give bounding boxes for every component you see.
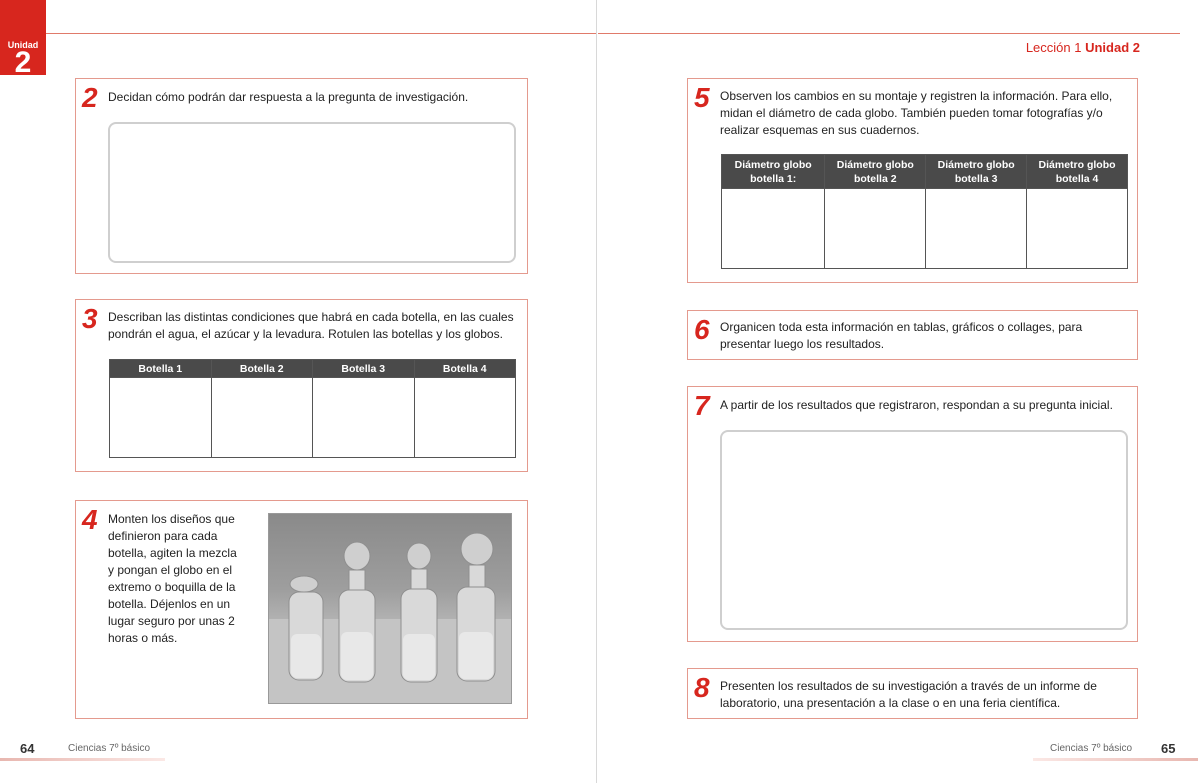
table-cell[interactable] — [313, 378, 415, 458]
table-cell[interactable] — [825, 189, 926, 269]
footer-rule — [0, 758, 165, 761]
right-page — [598, 0, 1198, 783]
activity-2-answer-area[interactable] — [108, 122, 516, 263]
activity-8-number: 8 — [694, 672, 710, 703]
activity-5-number: 5 — [694, 82, 710, 113]
activity-5-box — [687, 78, 1138, 283]
lesson-unit: Unidad 2 — [1085, 40, 1140, 55]
activity-2-number: 2 — [82, 82, 98, 113]
activity-4-number: 4 — [82, 504, 98, 535]
bottles-illustration — [269, 514, 512, 704]
footer-rule — [1033, 758, 1198, 761]
table-cell[interactable] — [926, 189, 1027, 269]
activity-8-box — [687, 668, 1138, 719]
page-number-right: 65 — [1161, 741, 1176, 756]
activity-6-number: 6 — [694, 314, 710, 345]
activity-6-text: Organicen toda esta información en tablas, gráficos o collages, para presentar luego los resultados. — [720, 320, 1083, 351]
activity-7-number: 7 — [694, 390, 710, 421]
activity-2-box — [75, 78, 528, 274]
left-page — [0, 0, 597, 783]
unit-tab — [0, 0, 46, 79]
table-header-cell: Diámetro globo botella 1: — [722, 155, 825, 189]
lesson-label: Lección 1 — [1025, 40, 1082, 55]
activity-5-text: Observen los cambios en su montaje y registren la información. Para ello, midan el diámetro de cada globo. También pueden tomar fotografías y/o realizar esquemas en sus cuadernos. — [720, 89, 1113, 137]
table-header-cell: Diámetro globo botella 4 — [1027, 155, 1128, 189]
table-header-cell: Diámetro globo botella 3 — [926, 155, 1027, 189]
unit-label: Unidad — [7, 40, 39, 50]
page-title-left: Ciencias 7º básico — [68, 743, 151, 754]
activity-7-answer-area[interactable] — [720, 430, 1128, 630]
activity-7-text: A partir de los resultados que registraron, respondan a su pregunta inicial. — [720, 398, 1113, 412]
page-number-left: 64 — [20, 741, 35, 756]
page-title-right: Ciencias 7º básico — [1050, 743, 1133, 754]
lesson-header — [1026, 40, 1140, 55]
table-cell[interactable] — [211, 378, 313, 458]
activity-3-table — [109, 359, 516, 458]
table-cell[interactable] — [1027, 189, 1128, 269]
activity-6-box — [687, 310, 1138, 360]
table-header-cell: Diámetro globo botella 2 — [825, 155, 926, 189]
header-rule — [46, 33, 596, 34]
activity-5-table — [721, 154, 1128, 269]
activity-8-text: Presenten los resultados de su investigación a través de un informe de laboratorio, una presentación a la clase o en una feria científica. — [720, 679, 1097, 710]
header-rule — [598, 33, 1180, 34]
unit-number: 2 — [14, 46, 32, 79]
activity-2-text: Decidan cómo podrán dar respuesta a la pregunta de investigación. — [108, 90, 469, 104]
table-cell[interactable] — [414, 378, 516, 458]
activity-3-box — [75, 299, 528, 472]
activity-3-text: Describan las distintas condiciones que habrá en cada botella, en las cuales pondrán el agua, el azúcar y la levadura. Rotulen las botellas y los globos. — [108, 310, 514, 341]
activity-3-number: 3 — [82, 303, 98, 334]
table-header-cell: Botella 4 — [414, 360, 516, 378]
activity-4-box — [75, 500, 528, 719]
table-header-cell: Botella 3 — [313, 360, 415, 378]
activity-7-box — [687, 386, 1138, 642]
table-header-cell: Botella 2 — [211, 360, 313, 378]
activity-4-text: Monten los diseños que definieron para cada botella, agiten la mezcla y pongan el globo en el extremo o boquilla de la botella. Déjenlos en un lugar seguro por unas 2 horas o más. — [108, 512, 237, 645]
table-header-cell: Botella 1 — [110, 360, 212, 378]
table-cell[interactable] — [722, 189, 825, 269]
bottles-photo — [268, 513, 512, 704]
table-cell[interactable] — [110, 378, 212, 458]
